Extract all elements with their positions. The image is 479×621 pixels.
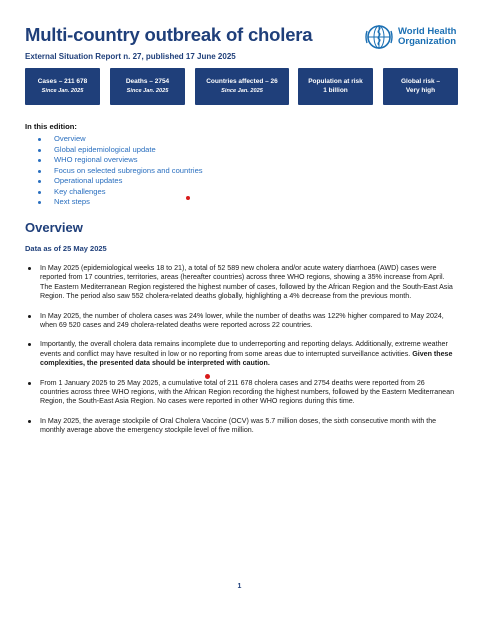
- who-emblem-icon: [363, 21, 395, 53]
- overview-bullet-3: [25, 340, 455, 368]
- page-number: 1: [237, 583, 242, 590]
- bullet-2-text: In May 2025, the number of cholera cases was 24% lower, while the number of deaths was 122% higher compared to May 2024, when 69 520 cases and 249 cholera-related deaths were reported across 22 countries.: [40, 311, 444, 330]
- stat-cases-label: Cases – 211 678: [37, 78, 88, 85]
- overview-heading: Overview: [25, 220, 83, 235]
- red-cursor-marker: [205, 374, 210, 379]
- toc-list: [25, 134, 203, 208]
- toc-link-global-update[interactable]: Global epidemiological update: [35, 145, 203, 156]
- stat-cases: [25, 68, 100, 105]
- overview-bullet-4: [25, 379, 455, 407]
- report-title: Multi-country outbreak of cholera: [25, 24, 313, 45]
- bullet-1-text: In May 2025 (epidemiological weeks 18 to 21), a total of 52 589 new cholera and/or acute watery diarrhoea (AWD) cases were reported from 17 countries, territories, areas (hereafter countries) across three WHO regions, showing a 35% increase from April. The Eastern Mediterranean Region registered the highest number of cases, followed by the African Region and the South-East Asia Region. The period also saw 552 cholera-related deaths globally, highlighting a 4% decrease from the previous month.: [40, 264, 453, 301]
- bullet-3-text: Importantly, the overall cholera data remains incomplete due to underreporting and reporting delays. Additionally, extreme weather events and conflict may have resulted in low or no reporting from some areas due to interrupted surveillance activities.: [40, 340, 448, 358]
- overview-date: Data as of 25 May 2025: [25, 244, 107, 253]
- who-logo-text: [398, 27, 456, 47]
- stat-population: [298, 68, 373, 105]
- overview-bullet-5: [25, 417, 455, 436]
- report-subtitle: External Situation Report n. 27, published 17 June 2025: [25, 52, 236, 61]
- stat-risk-sub: Very high: [405, 86, 436, 94]
- stat-countries-sub: Since Jan. 2025: [221, 87, 263, 94]
- who-logo: [363, 20, 468, 54]
- stat-deaths-label: Deaths – 2754: [125, 78, 170, 85]
- stat-population-sub: 1 billion: [323, 86, 348, 94]
- stat-deaths: [110, 68, 185, 105]
- table-of-contents: [25, 122, 203, 208]
- red-dot-marker: [186, 196, 190, 200]
- stat-risk-label: Global risk –: [400, 78, 441, 85]
- logo-line-1: World Health: [398, 26, 457, 37]
- stat-population-label: Population at risk: [308, 78, 363, 85]
- toc-link-key-challenges[interactable]: Key challenges: [35, 187, 203, 198]
- logo-line-2: Organization: [398, 36, 457, 47]
- toc-link-regional-overviews[interactable]: WHO regional overviews: [35, 155, 203, 166]
- report-header: [25, 24, 465, 61]
- bullet-4-text: From 1 January 2025 to 25 May 2025, a cumulative total of 211 678 cholera cases and 2754 deaths were reported from 26 countries across three WHO regions, with the African Region recording the highest numbers, followed by the Eastern Mediterranean Region, the South-East Asia Region. No cases were reported in other WHO regions during this time.: [40, 378, 455, 406]
- toc-link-operational-updates[interactable]: Operational updates: [35, 176, 203, 187]
- bullet-5-text: In May 2025, the average stockpile of Oral Cholera Vaccine (OCV) was 5.7 million doses, the sixth consecutive month with the monthly average above the emergency stockpile level of five million.: [40, 416, 437, 435]
- overview-bullets: [25, 264, 455, 446]
- stat-deaths-sub: Since Jan. 2025: [126, 87, 169, 94]
- bullet-3-bold-text: Given these complexities, the presented data should be interpreted with caution.: [40, 349, 453, 368]
- overview-bullet-2: [25, 312, 455, 331]
- stat-countries: [195, 68, 289, 105]
- stat-cases-sub: Since Jan. 2025: [41, 87, 84, 94]
- toc-link-overview[interactable]: Overview: [35, 134, 203, 145]
- overview-bullet-1: [25, 264, 455, 302]
- stat-countries-label: Countries affected – 26: [206, 78, 278, 85]
- toc-link-subregions[interactable]: Focus on selected subregions and countries: [35, 166, 203, 177]
- stat-global-risk: [383, 68, 458, 105]
- toc-link-next-steps[interactable]: Next steps: [35, 197, 203, 208]
- toc-heading: In this edition:: [25, 122, 77, 131]
